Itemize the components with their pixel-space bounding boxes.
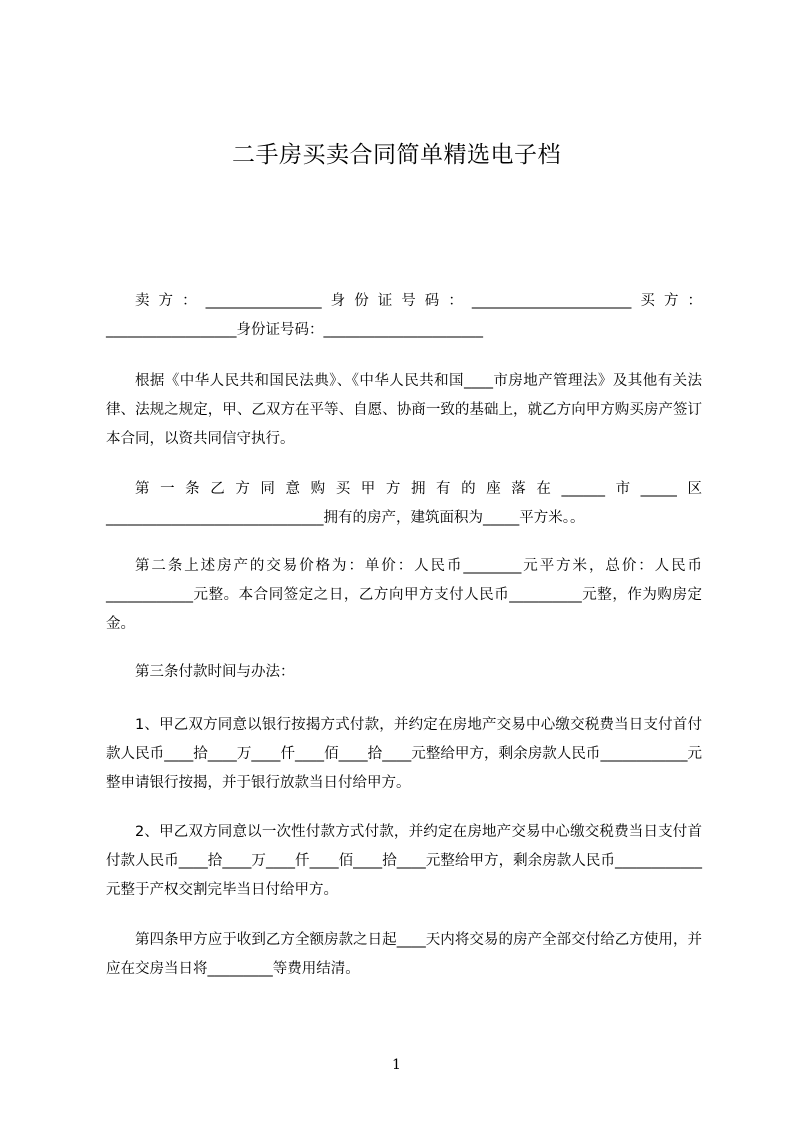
article-3-heading: 第三条付款时间与办法： — [135, 664, 295, 680]
document-title: 二手房买卖合同简单精选电子档 — [232, 142, 561, 168]
article-1-paragraph: 第一条乙方同意购买甲方拥有的座落在______市_____区______________________________拥有的房产，建筑面积为_____平方米。。 — [106, 481, 702, 526]
payment-method-2-paragraph: 2、甲乙双方同意以一次性付款方式付款，并约定在房地产交易中心缴交税费当日支付首付款人民币____拾____万____仟____佰____拾____元整给甲方，剩余房款人民币____________元整于产权交割完毕当日付给甲方。 — [106, 824, 702, 898]
parties-paragraph: 卖方：________________身份证号码：______________________买方：__________________身份证号码：______________________ — [106, 293, 702, 338]
article-4-paragraph: 第四条甲方应于收到乙方全额房款之日起____天内将交易的房产全部交付给乙方使用，并应在交房当日将_________等费用结清。 — [106, 932, 702, 977]
payment-method-1-paragraph: 1、甲乙双方同意以银行按揭方式付款，并约定在房地产交易中心缴交税费当日支付首付款人民币____拾____万____仟____佰____拾____元整给甲方，剩余房款人民币____________元整申请银行按揭，并于银行放款当日付给甲方。 — [106, 717, 702, 791]
article-2-paragraph: 第二条上述房产的交易价格为：单价：人民币________元平方米，总价：人民币____________元整。本合同签定之日，乙方向甲方支付人民币__________元整，作为购房定金。 — [106, 558, 702, 632]
page-number: 1 — [392, 1057, 401, 1073]
preamble-paragraph: 根据《中华人民共和国民法典》、《中华人民共和国____市房地产管理法》及其他有关法律、法规之规定，甲、乙双方在平等、自愿、协商一致的基础上，就乙方向甲方购买房产签订本合同，以资共同信守执行。 — [106, 373, 702, 447]
